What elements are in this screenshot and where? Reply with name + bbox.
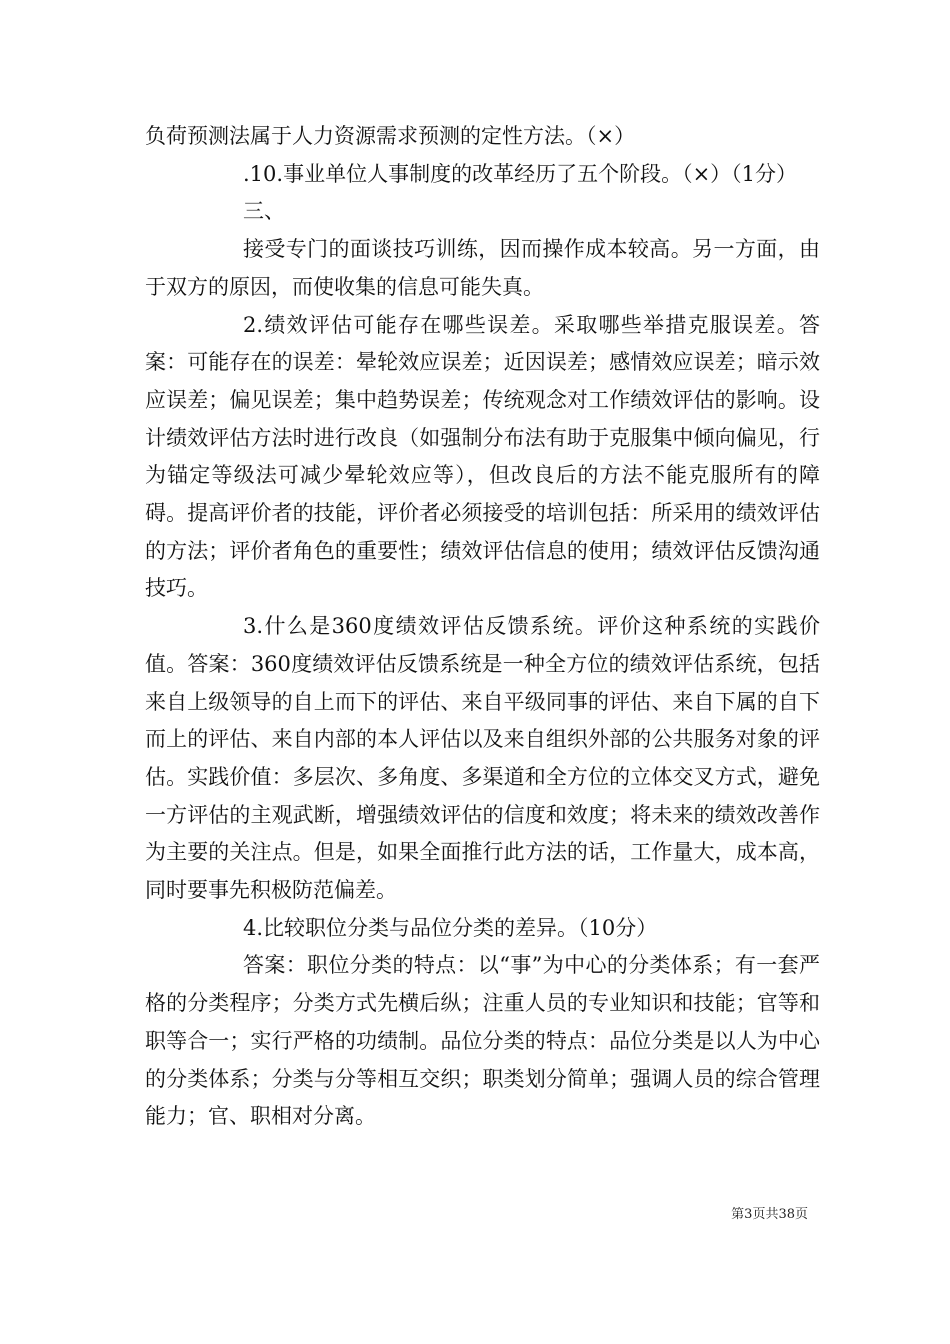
section-heading-three: 三、: [243, 199, 285, 224]
paragraph-answer-4: 答案：职位分类的特点：以“事”为中心的分类体系；有一套严格的分类程序；分类方式先横后纵；注重人员的专业知识和技能；官等和职等合一；实行严格的功绩制。品位分类的特点：品位分类是以人为中心的分类体系；分类与分等相互交织；职类划分简单；强调人员的综合管理能力；官、职相对分离。: [145, 953, 820, 1129]
paragraph-interview-training: 接受专门的面谈技巧训练，因而操作成本较高。另一方面，由于双方的原因，而使收集的信息可能失真。: [145, 237, 820, 299]
document-body: [145, 118, 820, 1136]
paragraph-question-2: 2.绩效评估可能存在哪些误差。采取哪些举措克服误差。答案：可能存在的误差：晕轮效应误差；近因误差；感情效应误差；暗示效应误差；偏见误差；集中趋势误差；传统观念对工作绩效评估的影响。设计绩效评估方法时进行改良（如强制分布法有助于克服集中倾向偏见，行为锚定等级法可减少晕轮效应等），但改良后的方法不能克服所有的障碍。提高评价者的技能，评价者必须接受的培训包括：所采用的绩效评估的方法；评价者角色的重要性；绩效评估信息的使用；绩效评估反馈沟通技巧。: [145, 312, 820, 601]
paragraph-item-10: .10.事业单位人事制度的改革经历了五个阶段。（×）（1分）: [243, 161, 798, 186]
paragraph-question-3: 3.什么是360度绩效评估反馈系统。评价这种系统的实践价值。答案：360度绩效评估反馈系统是一种全方位的绩效评估系统，包括来自上级领导的自上而下的评估、来自平级同事的评估、来自下属的自下而上的评估、来自内部的本人评估以及来自组织外部的公共服务对象的评估。实践价值：多层次、多角度、多渠道和全方位的立体交叉方式，避免一方评估的主观武断，增强绩效评估的信度和效度；将未来的绩效改善作为主要的关注点。但是，如果全面推行此方法的话，工作量大，成本高，同时要事先积极防范偏差。: [145, 614, 820, 903]
paragraph-question-4: 4.比较职位分类与品位分类的差异。（10分）: [243, 915, 658, 940]
paragraph-load-forecast: 负荷预测法属于人力资源需求预测的定性方法。（×）: [145, 124, 636, 148]
page-number: 第3页共38页: [731, 1207, 808, 1222]
